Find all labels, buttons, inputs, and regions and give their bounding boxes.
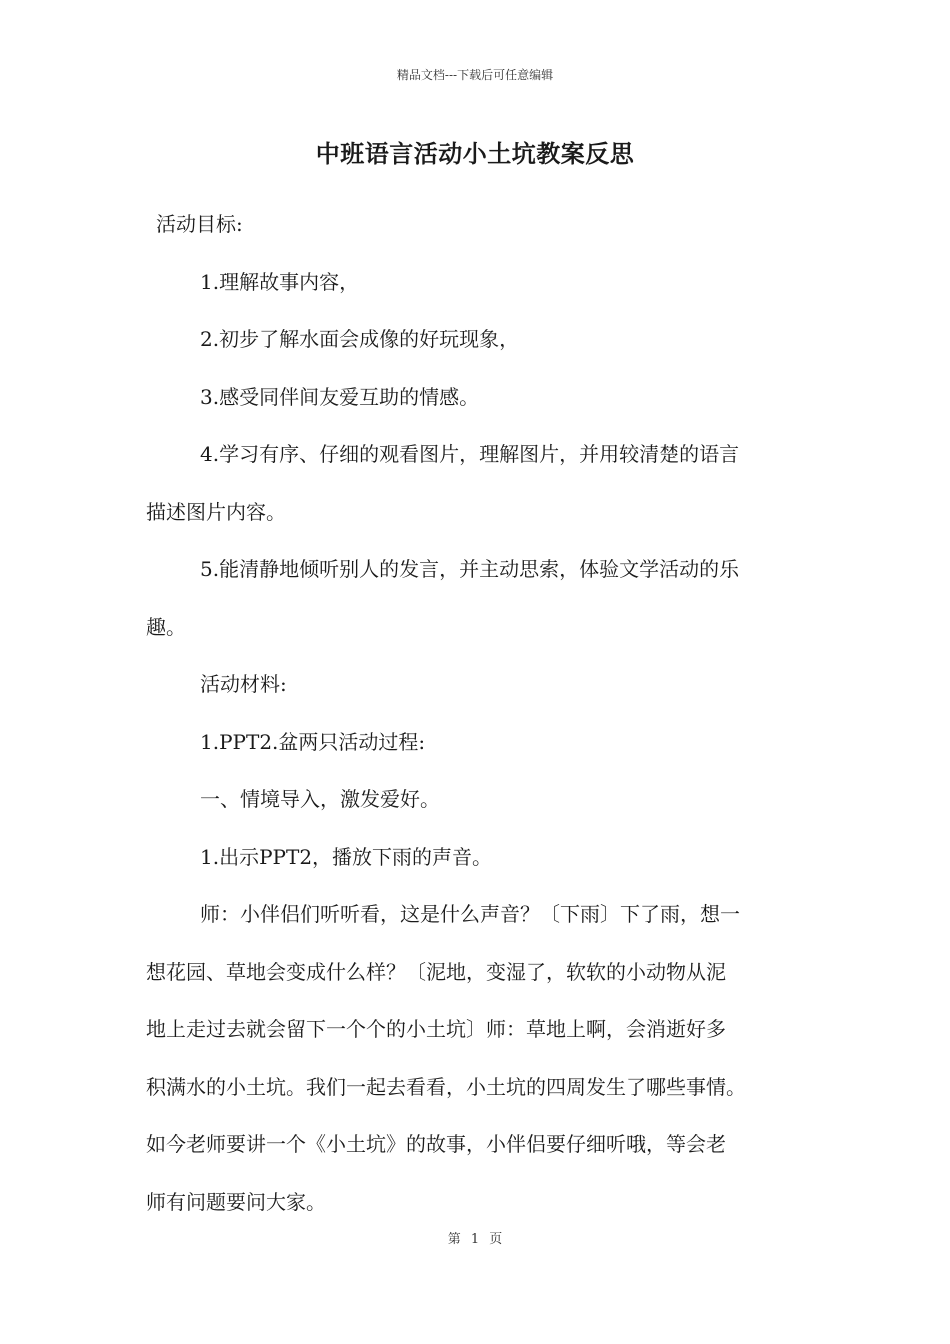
page-header — [0, 66, 950, 83]
page-number: 1 — [470, 1232, 480, 1247]
goal-item-5-line-2: 趣。 — [146, 614, 186, 639]
goal-item-3: 3.感受同伴间友爱互助的情感。 — [200, 384, 480, 409]
footer-prefix: 第 — [447, 1232, 461, 1247]
goal-item-4-line-2: 描述图片内容。 — [146, 499, 286, 524]
document-body — [146, 196, 810, 1231]
dialogue-line-1: 师：小伴侣们听听看，这是什么声音？〔下雨〕下了雨，想一 — [200, 902, 740, 926]
goal-item-4-line-1: 4.学习有序、仔细的观看图片，理解图片，并用较清楚的语言 — [200, 442, 740, 466]
dialogue-line-6: 师有问题要问大家。 — [146, 1189, 326, 1214]
dialogue-line-5: 如今老师要讲一个《小土坑》的故事，小伴侣要仔细听哦，等会老 — [146, 1132, 726, 1156]
document-title: 中班语言活动小土坑教案反思 — [315, 139, 635, 168]
process-step-1: 1.出示PPT2，播放下雨的声音。 — [200, 844, 493, 869]
materials-item: 1.PPT2.盆两只活动过程: — [200, 729, 426, 754]
footer-suffix: 页 — [489, 1232, 503, 1247]
process-step-heading: 一、情境导入，激发爱好。 — [200, 787, 440, 811]
section-heading-materials: 活动材料: — [200, 672, 287, 696]
goal-item-5-line-1: 5.能清静地倾听别人的发言，并主动思索，体验文学活动的乐 — [200, 557, 740, 581]
dialogue-line-3: 地上走过去就会留下一个个的小土坑〕师：草地上啊，会消逝好多 — [146, 1017, 726, 1041]
dialogue-line-4: 积满水的小土坑。我们一起去看看，小土坑的四周发生了哪些事情。 — [146, 1074, 746, 1099]
section-heading-goals: 活动目标: — [156, 212, 243, 236]
goal-item-1: 1.理解故事内容， — [200, 269, 360, 294]
dialogue-line-2: 想花园、草地会变成什么样？〔泥地，变湿了，软软的小动物从泥 — [146, 959, 726, 984]
header-text: 精品文档---下载后可任意编辑 — [396, 68, 554, 82]
page-footer — [0, 1228, 950, 1247]
goal-item-2: 2.初步了解水面会成像的好玩现象， — [200, 327, 520, 351]
